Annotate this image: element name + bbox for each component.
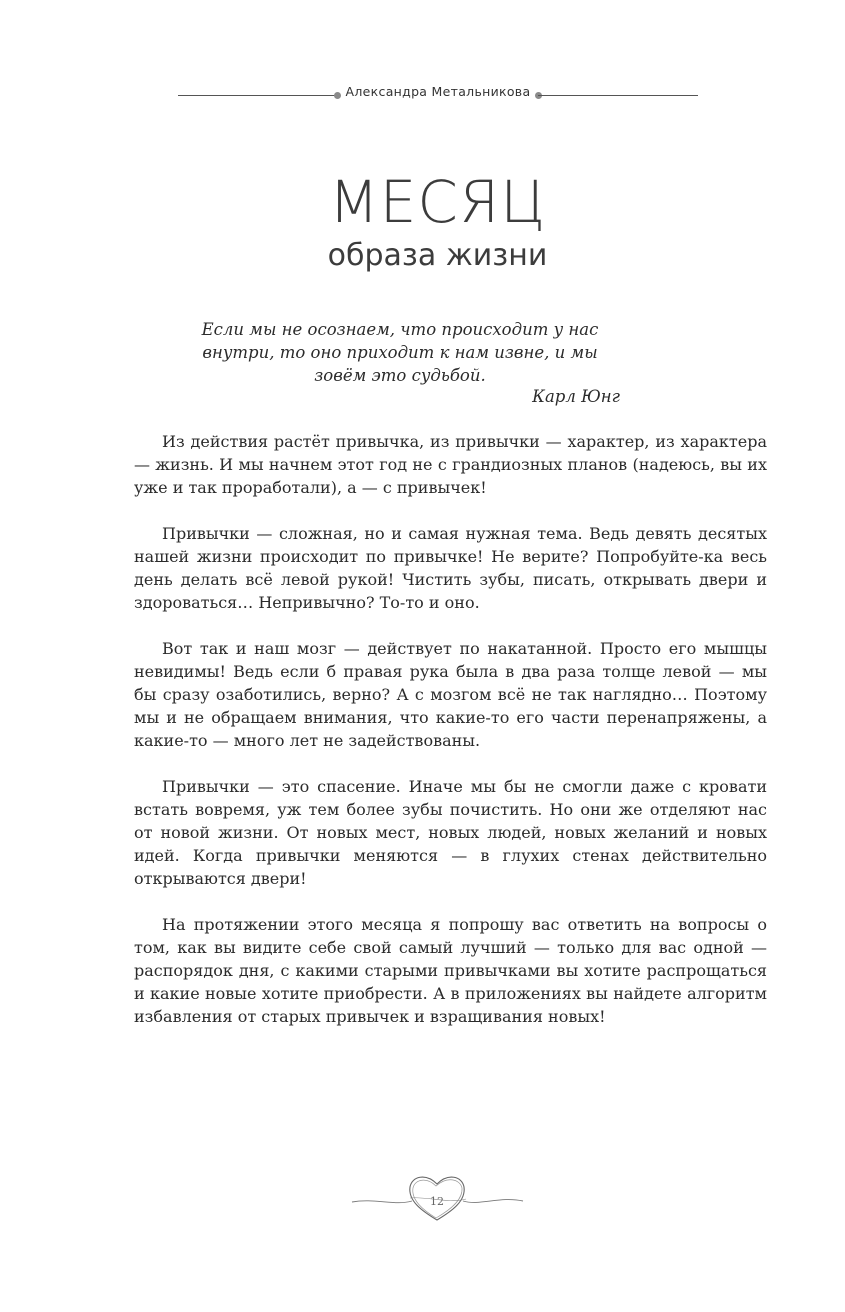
- paragraph: Привычки — сложная, но и самая нужная тема. Ведь девять десятых нашей жизни происходит по привычке! Не верите? Попробуйте-ка весь день делать всё левой рукой! Чистить зубы, писать, открывать двери и здороваться… Непривычно? То-то и оно.: [134, 524, 767, 612]
- paragraph: На протяжении этого месяца я попрошу вас ответить на вопросы о том, как вы видите себе свой самый лучший — только для вас одной — распорядок дня, с какими старыми привычками вы хотите распрощаться и какие новые хотите приобрести. А в приложениях вы найдете алгоритм избавления от старых привычек и взращивания новых!: [134, 915, 767, 1026]
- paragraph: Из действия растёт привычка, из привычки — характер, из характера — жизнь. И мы начнем этот год не с грандиозных планов (надеюсь, вы их уже и так проработали), а — с привычек!: [134, 432, 767, 497]
- page-footer: [350, 1168, 525, 1228]
- chapter-subtitle: образа жизни: [327, 238, 548, 273]
- epigraph-text: Если мы не осознаем, что происходит у нас внутри, то оно приходит к нам извне, и мы зовём это судьбой.: [201, 320, 599, 385]
- paragraph: Привычки — это спасение. Иначе мы бы не смогли даже с кровати встать вовремя, уж тем более зубы почистить. Но они же отделяют нас от новой жизни. От новых мест, новых людей, новых желаний и новых идей. Когда привычки меняются — в глухих стенах действительно открываются двери!: [134, 777, 767, 888]
- running-header: [178, 80, 698, 110]
- body-text: [134, 430, 767, 1051]
- epigraph-author: Карл Юнг: [532, 387, 620, 406]
- header-rule-right: [538, 95, 698, 96]
- paragraph: Вот так и наш мозг — действует по накатанной. Просто его мышцы невидимы! Ведь если б правая рука была в два раза толще левой — мы бы сразу озаботились, верно? А с мозгом всё не так наглядно… Поэтому мы и не обращаем внимания, что какие-то его части перенапряжены, а какие-то — много лет не задействованы.: [134, 639, 767, 750]
- chapter-title: МЕСЯЦ: [328, 168, 547, 236]
- header-author: Александра Метальникова: [345, 84, 531, 99]
- page-number: 12: [430, 1195, 444, 1208]
